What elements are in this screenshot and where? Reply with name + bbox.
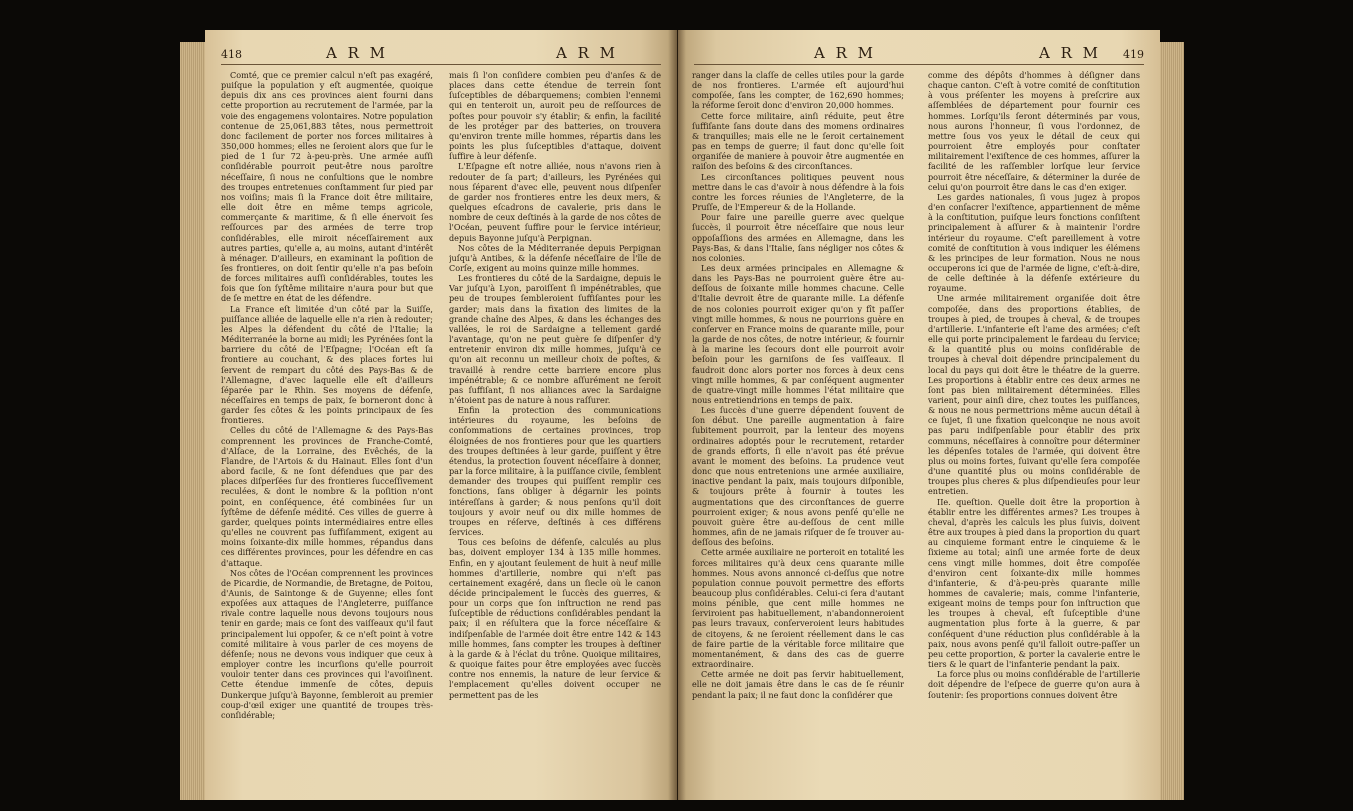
right-page-edges	[1160, 42, 1184, 800]
paragraph: Pour faire une pareille guerre avec quelque ſuccès, il pourroit être néceſſaire que nous leur oppoſaſſions des armées en Allemagne, dans les Pays-Bas, & dans l'Italie, ſans négliger nos côtes & nos colonies.	[692, 212, 904, 263]
text-column-left	[692, 70, 904, 790]
right-page	[678, 30, 1160, 800]
paragraph: Les deux armées principales en Allemagne & dans les Pays-Bas ne pourroient guère être au-deſſous de ſoixante mille hommes chacune. Celle d'Italie devroit être de quarante mille. La défenſe de nos colonies pourroit exiger qu'on y fît paſſer vingt mille hommes, & nous ne pourrions guère en conſerver en France moins de quarante mille, pour la garde de nos côtes, de notre intérieur, & fournir à la marine les ſecours dont elle pourroit avoir beſoin pour les garniſons de ſes vaiſſeaux. Il faudroit donc alors porter nos forces à deux cens vingt mille hommes, & par conſéquent augmenter de quatre-vingt mille hommes l'état militaire que nous entretiendrions en temps de paix.	[692, 262, 904, 405]
text-column-right	[928, 70, 1140, 790]
text-column-right	[449, 70, 661, 790]
running-head: A R M	[1039, 44, 1102, 62]
paragraph: Nos côtes de l'Océan comprennent les provinces de Picardie, de Normandie, de Bretagne, de Poitou, d'Aunis, de Saintonge & de Guyenne; elles ſont expoſées aux attaques de l'Angleterre, puiſſance rivale contre laquelle nous devons toujours nous tenir en garde; mais ce ſont des vaiſſeaux qu'il faut principalement lui oppoſer, & ce n'eſt point à votre comité militaire à vous parler de ces moyens de défenſe; nous ne devons vous indiquer que ceux à employer contre les incurſions qu'elle pourroit vouloir tenter dans ces provinces qui l'avoiſinent. Cette étendue immenſe de côtes, depuis Dunkerque juſqu'à Bayonne, ſembleroit au premier coup-d'œil exiger une quantité de troupes très-conſidérable;	[221, 567, 433, 720]
paragraph: Celles du côté de l'Allemagne & des Pays-Bas comprennent les provinces de Franche-Comté, d'Alſace, de la Lorraine, des Evêchés, de la Flandre, de l'Artois & du Hainaut. Elles ſont d'un abord facile, & ne ſont défendues que par des places diſperſées ſur des frontieres ſucceſſivement reculées, & dont le nombre & la poſition n'ont point, en conſéquence, été combinées ſur un ſyſtême de défenſe médité. Ces villes de guerre à garder, quelques points intermédiaires entre elles qu'elles ne couvrent pas ſuffiſamment, exigent au moins ſoixante-dix mille hommes, répandus dans ces différentes provinces, pour les défendre en cas d'attaque.	[221, 425, 433, 568]
paragraph: Comté, que ce premier calcul n'eſt pas exagéré, puiſque la population y eſt augmentée, quoique depuis dix ans ces provinces aient fourni dans cette proportion au recrutement de l'armée, par la voie des engagemens volontaires. Notre population contenue de 25,061,883 têtes, nous permettroit donc facilement de porter nos forces militaires à 350,000 hommes; elles ne ſeroient alors que ſur le pied de 1 ſur 72 à-peu-près. Une armée auſſi conſidérable pourroit peut-être nous paroître néceſſaire, ſi nous ne conſultions que le nombre des troupes entretenues conſtamment ſur pied par nos voiſins; mais ſi la France doit être militaire, elle doit être en même temps agricole, commerçante & maritime, & ſi elle énervoit ſes reſſources par des armées de terre trop conſidérables, elle miroit néceſſairement aux autres parties, qu'elle a, au moins, autant d'intérêt à ménager. D'ailleurs, en examinant la poſition de ſes frontieres, on doit ſentir qu'elle n'a pas beſoin de forces militaires auſſi conſidérables, toutes les fois que ſon ſyſtême militaire n'aura pour but que de ſe mettre en état de les défendre.	[221, 70, 433, 304]
paragraph: Tous ces beſoins de défenſe, calculés au plus bas, doivent employer 134 à 135 mille hommes. Enfin, en y ajoutant ſeulement de huit à neuf mille hommes d'artillerie, nombre qui n'eſt pas certainement exagéré, dans un ſiecle où le canon décide principalement le ſuccès des guerres, & pour un corps que ſon inſtruction ne rend pas ſuſceptible de réductions conſidérables pendant la paix; il en réſultera que la force néceſſaire & indiſpenſable de l'armée doit être entre 142 & 143 mille hommes, ſans compter les troupes à deſtiner à la garde & à l'éclat du trône. Quoique militaires, & quoique faites pour être employées avec ſuccès contre nos ennemis, la nature de leur ſervice & l'emplacement qu'elles doivent occuper ne permettent pas de les	[449, 537, 661, 700]
paragraph: IIe. queſtion. Quelle doit être la proportion à établir entre les différentes armes? Les troupes à cheval, d'après les calculs les plus ſuivis, doivent être aux troupes à pied dans la proportion du quart au cinquieme formant entre le cinquieme & le ſixieme au total; ainſi une armée forte de deux cens vingt mille hommes, doit être compoſée d'environ cent ſoixante-dix mille hommes d'infanterie, & d'à-peu-près quarante mille hommes de cavalerie; mais, comme l'infanterie, exigeant moins de temps pour ſon inſtruction que les troupes à cheval, eſt ſuſceptible d'une augmentation plus forte à la guerre, & par conſéquent d'une réduction plus conſidérable à la paix, nous avons penſé qu'il falloit outre-paſſer un peu cette proportion, & porter la cavalerie entre le tiers & le quart de l'infanterie pendant la paix.	[928, 496, 1140, 670]
paragraph: Cette armée ne doit pas ſervir habituellement, elle ne doit jamais être dans le cas de ſe réunir pendant la paix; il ne faut donc la conſidérer que	[692, 669, 904, 700]
text-column-left	[221, 70, 433, 790]
running-head: A R M	[326, 44, 389, 62]
left-page-edges	[180, 42, 206, 800]
paragraph: Cette force militaire, ainſi réduite, peut être ſuffiſante ſans doute dans des momens ordinaires & tranquilles; mais elle ne le ſeroit certainement pas en temps de guerre; il faut donc qu'elle ſoit organiſée de maniere à pouvoir être augmentée en raiſon des beſoins & des circonſtances.	[692, 110, 904, 172]
paragraph: comme des dépôts d'hommes à déſigner dans chaque canton. C'eſt à votre comité de conſtitution à vous préſenter les moyens à preſcrire aux aſſemblées de département pour fournir ces hommes. Lorſqu'ils ſeront déterminés par vous, nous aurons l'honneur, ſi vous l'ordonnez, de mettre ſous vos yeux le détail de ceux qui pourroient être employés pour conſtater militairement l'exiſtence de ces hommes, aſſurer la facilité de les raſſembler lorſque leur ſervice pourroit être néceſſaire, & déterminer la durée de celui qu'on pourroit être dans le cas d'en exiger.	[928, 70, 1140, 192]
right-page-header	[694, 44, 1144, 66]
paragraph: Les frontieres du côté de la Sardaigne, depuis le Var juſqu'à Lyon, paroiſſent ſi impénétrables, que peu de troupes ſembleroient ſuffiſantes pour les garder; mais dans la fixation des limites de la grande chaîne des Alpes, & dans les échanges des vallées, le roi de Sardaigne a tellement gardé l'avantage, qu'on ne peut guère ſe diſpenſer d'y entretenir environ dix mille hommes, juſqu'à ce qu'on ait reconnu un meilleur choix de poſtes, & travaillé à rendre cette barriere encore plus impénétrable; & ce nombre aſſurément ne ſeroit pas ſuffiſant, ſi nos alliances avec la Sardaigne n'étoient pas de nature à nous raſſurer.	[449, 273, 661, 405]
paragraph: L'Eſpagne eſt notre alliée, nous n'avons rien à redouter de ſa part; d'ailleurs, les Pyrénées qui nous ſéparent d'avec elle, peuvent nous diſpenſer de garder nos frontieres entre les deux mers, & quelques eſcadrons de cavalerie, pris dans le nombre de ceux deſtinés à la garde de nos côtes de l'Océan, peuvent ſuffire pour le ſervice intérieur, depuis Bayonne juſqu'à Perpignan.	[449, 161, 661, 243]
paragraph: Une armée militairement organiſée doit être compoſée, dans des proportions établies, de troupes à pied, de troupes à cheval, & de troupes d'artillerie. L'infanterie eſt l'ame des armées; c'eſt elle qui porte principalement le fardeau du ſervice; & la quantité plus ou moins conſidérable de troupes à cheval doit dépendre principalement du local du pays qui doit être le théatre de la guerre. Les proportions à établir entre ces deux armes ne ſont pas bien militairement déterminées. Elles varient, pour ainſi dire, chez toutes les puiſſances, & nous ne nous permettrions même aucun détail à ce ſujet, ſi une fixation quelconque ne nous avoit pas paru indiſpenſable pour établir des prix communs, néceſſaires à connoître pour déterminer les dépenſes totales de l'armée, qui doivent être plus ou moins fortes, ſuivant qu'elle ſera compoſée d'une quantité plus ou moins conſidérable de troupes plus cheres & plus diſpendieuſes pour leur entretien.	[928, 293, 1140, 497]
paragraph: Enfin la protection des communications intérieures du royaume, les beſoins de conſommations de certaines provinces, trop éloignées de nos frontieres pour que les quartiers des troupes deſtinées à leur garde, puiſſent y être étendus, la protection ſouvent néceſſaire à donner, par la force militaire, à la puiſſance civile, ſemblent demander des troupes qui puiſſent remplir ces fonctions, ſans obliger à dégarnir les points intéreſſans à garder; & nous penſons qu'il doit toujours y avoir neuf ou dix mille hommes de troupes en réſerve, deſtinés à ces différens ſervices.	[449, 405, 661, 538]
running-head: A R M	[814, 44, 877, 62]
header-rule	[694, 64, 1144, 65]
book-gutter	[668, 30, 686, 800]
running-head: A R M	[556, 44, 619, 62]
paragraph: Les circonſtances politiques peuvent nous mettre dans le cas d'avoir à nous défendre à la fois contre les forces réunies de l'Angleterre, de la Pruſſe, de l'Empereur & de la Hollande.	[692, 171, 904, 213]
paragraph: mais ſi l'on conſidere combien peu d'anſes & de places dans cette étendue de terrein ſont ſuſceptibles de débarquemens; combien l'ennemi qui en tenteroit un, auroit peu de reſſources de poſtes pour pouvoir s'y établir; & enfin, la facilité de les protéger par des batteries, on trouvera qu'environ trente mille hommes, répartis dans les points les plus ſuſceptibles d'attaque, doivent ſuffire à leur défenſe.	[449, 70, 661, 162]
paragraph: ranger dans la claſſe de celles utiles pour la garde de nos frontieres. L'armée eſt aujourd'hui compoſée, ſans les compter, de 162,690 hommes; la réforme ſeroit donc d'environ 20,000 hommes.	[692, 70, 904, 111]
page-number: 418	[221, 48, 242, 61]
paragraph: La force plus ou moins conſidérable de l'artillerie doit dépendre de l'eſpece de guerre qu'on aura à ſoutenir: ſes proportions connues doivent être	[928, 669, 1140, 700]
paragraph: Les gardes nationales, ſi vous jugez à propos d'en conſacrer l'exiſtence, appartiennent de même à la conſtitution, puiſque leurs fonctions conſiſtent principalement à aſſurer & à maintenir l'ordre intérieur du royaume. C'eſt pareillement à votre comité de conſtitution à vous indiquer les élémens & les principes de leur formation. Nous ne nous occuperons ici que de l'armée de ligne, c'eſt-à-dire, de celle deſtinée à la défenſe extérieure du royaume.	[928, 191, 1140, 294]
page-number: 419	[1123, 48, 1144, 61]
left-page	[205, 30, 677, 800]
paragraph: Nos côtes de la Méditerranée depuis Perpignan juſqu'à Antibes, & la défenſe néceſſaire de l'île de Corſe, exigent au moins quinze mille hommes.	[449, 242, 661, 273]
paragraph: La France eſt limitée d'un côté par la Suiſſe, puiſſance alliée de laquelle elle n'a rien à redouter; les Alpes la défendent du côté de l'Italie; la Méditerranée la borne au midi; les Pyrénées ſont la barriere du côté de l'Eſpagne; l'Océan eſt ſa frontiere au couchant, & des places fortes lui ſervent de rempart du côté des Pays-Bas & de l'Allemagne, d'avec laquelle elle eſt d'ailleurs ſéparée par le Rhin. Ses moyens de défenſe, néceſſaires en temps de paix, ſe borneront donc à garder ſes côtes & les points principaux de ſes frontieres.	[221, 303, 433, 426]
paragraph: Les ſuccès d'une guerre dépendent ſouvent de ſon début. Une pareille augmentation à faire ſubitement pourroit, par la lenteur des moyens ordinaires adoptés pour le recrutement, retarder de grands efforts, ſi elle n'avoit pas été prévue avant le moment des beſoins. La prudence veut donc que nous entretenions une armée auxiliaire, inactive pendant la paix, mais toujours diſponible, & toujours prête à fournir à toutes les augmentations que des circonſtances de guerre pourroient exiger; & nous avons penſé qu'elle ne pouvoit guère être au-deſſous de cent mille hommes, afin de ne jamais riſquer de ſe trouver au-deſſous des beſoins.	[692, 405, 904, 548]
paragraph: Cette armée auxiliaire ne porteroit en totalité les forces militaires qu'à deux cens quarante mille hommes. Nous avons annoncé ci-deſſus que notre population connue pouvoit permettre des efforts beaucoup plus conſidérables. Celui-ci ſera d'autant moins pénible, que cent mille hommes ne ſerviroient pas habituellement, n'abandonneroient pas leurs travaux, conſerveroient leurs habitudes de citoyens, & ne ſeroient réellement dans le cas de faire partie de la véritable force militaire que momentanément, & dans des cas de guerre extraordinaire.	[692, 547, 904, 670]
left-page-header	[221, 44, 661, 66]
header-rule	[221, 64, 661, 65]
